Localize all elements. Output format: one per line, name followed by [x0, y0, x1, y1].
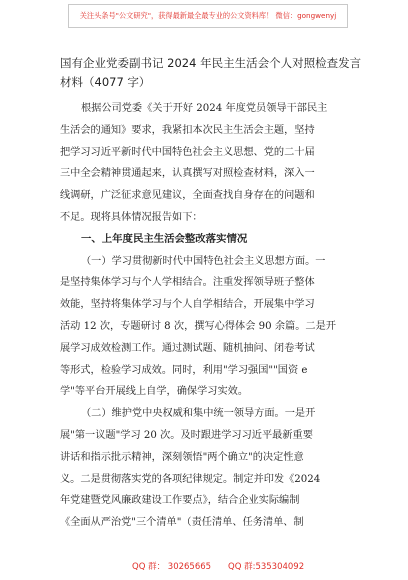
- paragraph-line: 展学习成效检测工作。通过测试题、随机抽问、闭卷考试: [60, 342, 315, 354]
- paragraph-line: 线调研，广泛征求意见建议，全面查找自身存在的问题和: [60, 190, 315, 202]
- paragraph-line: 展"第一议题"学习 20 次。及时跟进学习习近平最新重要: [60, 429, 313, 441]
- paragraph-line: （二）维护党中央权威和集中统一领导方面。一是开: [81, 408, 316, 420]
- paragraph-line: 等形式，检验学习成效。同时，利用"学习强国""国资 e: [60, 364, 308, 376]
- document-title: [60, 54, 360, 92]
- paragraph-line: （一）学习贯彻新时代中国特色社会主义思想方面。一: [81, 255, 326, 267]
- footer-qq-group-1: QQ 群： 30265665: [132, 562, 212, 572]
- paragraph-line: 把学习习近平新时代中国特色社会主义思想、党的二十届: [60, 146, 315, 158]
- title-line: 国有企业党委副书记 2024 年民主生活会个人对照检查发言: [60, 56, 362, 70]
- section-heading: 一、上年度民主生活会整改落实情况: [81, 232, 248, 245]
- paragraph-line: 义。二是贯彻落实党的各项纪律规定。制定并印发《2024: [60, 473, 321, 485]
- footer-qq-group-2: QQ 群:535304092: [228, 562, 305, 572]
- document-body: [60, 98, 352, 534]
- paragraph-line: 不足。现将具体情况报告如下：: [60, 211, 203, 223]
- title-line: 材料（4077 字）: [60, 75, 151, 89]
- paragraph-line: 年党建暨党风廉政建设工作要点》，结合企业实际编制: [60, 495, 300, 507]
- paragraph-line: 活动 12 次，专题研讨 8 次，撰写心得体会 90 余篇。二是开: [60, 320, 336, 332]
- header-banner: 关注头条号"公文研究"，获得最新最全最专业的公文资料库！ 微信：gongwenyj: [68, 4, 348, 28]
- paragraph-line: 三中全会精神贯通起来，认真撰写对照检查材料，深入一: [60, 168, 315, 180]
- footer: [0, 560, 408, 574]
- paragraph-line: 《全面从严治党"三个清单"（责任清单、任务清单、制: [60, 517, 304, 529]
- paragraph-line: 学"等平台开展线上自学，确保学习实效。: [60, 386, 249, 398]
- paragraph-line: 效能，坚持将集体学习与个人自学相结合，开展集中学习: [60, 299, 315, 311]
- paragraph-line: 生活会的通知》要求，我紧扣本次民主生活会主题，坚持: [60, 124, 315, 136]
- paragraph-line: 讲话和指示批示精神，深刻领悟"两个确立"的决定性意: [60, 451, 304, 463]
- paragraph-line: 根据公司党委《关于开好 2024 年度党员领导干部民主: [81, 103, 328, 114]
- paragraph-line: 是坚持集体学习与个人学相结合。注重发挥领导班子整体: [60, 277, 315, 289]
